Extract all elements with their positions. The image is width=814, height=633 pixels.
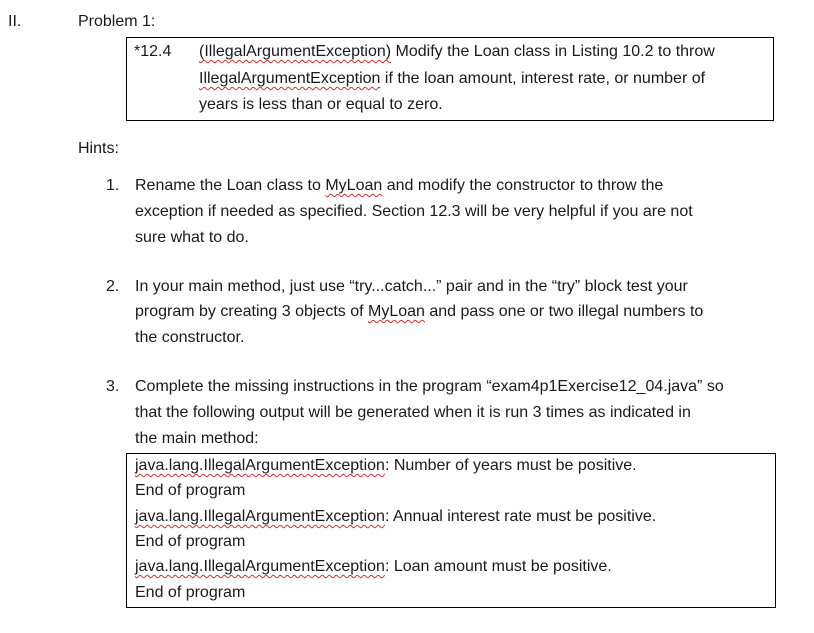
hint-text: program by creating 3 objects of [135,303,369,320]
problem-line-1 [199,43,715,61]
problem-line-3: years is less than or equal to zero. [199,96,443,113]
problem-text: if the loan amount, interest rate, or number of [380,70,706,87]
output-line-1 [135,457,637,475]
exception-name: IllegalArgumentException [199,70,381,87]
exception-name: java.lang.IllegalArgumentException [135,558,385,575]
output-text: : Number of years must be positive. [384,457,637,474]
hint-3-line-2: that the following output will be generated when it is run 3 times as indicated in [135,404,691,421]
hint-text: and modify the constructor to throw the [382,177,664,194]
output-line-6: End of program [135,584,246,601]
hint-1-line-1 [135,177,663,195]
problem-title: Problem 1: [78,13,156,30]
output-line-2: End of program [135,482,246,499]
hint-3-line-1: Complete the missing instructions in the program “exam4p1Exercise12_04.java” so [135,378,724,395]
output-line-5 [135,558,612,576]
hints-label: Hints: [78,140,119,157]
hint-text: Rename the Loan class to [135,177,326,194]
section-number: II. [8,13,22,30]
output-line-4: End of program [135,533,246,550]
hint-2-line-3: the constructor. [135,329,245,346]
hint-1-line-2: exception if needed as specified. Section 12.3 will be very helpful if you are not [135,203,693,220]
output-text: : Loan amount must be positive. [384,558,612,575]
problem-number: *12.4 [134,43,172,60]
hint-number: 3. [106,378,120,395]
problem-line-2 [199,70,705,88]
output-text: : Annual interest rate must be positive. [384,508,657,525]
hint-2-line-2 [135,303,703,321]
class-name: MyLoan [325,177,383,194]
hint-number: 1. [106,177,120,194]
hint-text: and pass one or two illegal numbers to [424,303,704,320]
hint-number: 2. [106,278,120,295]
hint-2-line-1: In your main method, just use “try...catch...” pair and in the “try” block test your [135,278,688,295]
hint-1-line-3: sure what to do. [135,229,249,246]
hint-3-line-3: the main method: [135,430,259,447]
output-line-3 [135,508,656,526]
exception-name: (IllegalArgumentException) [199,43,392,60]
class-name: MyLoan [368,303,425,320]
exception-name: java.lang.IllegalArgumentException [135,457,385,474]
exception-name: java.lang.IllegalArgumentException [135,508,385,525]
problem-text: Modify the Loan class in Listing 10.2 to throw [391,43,715,60]
